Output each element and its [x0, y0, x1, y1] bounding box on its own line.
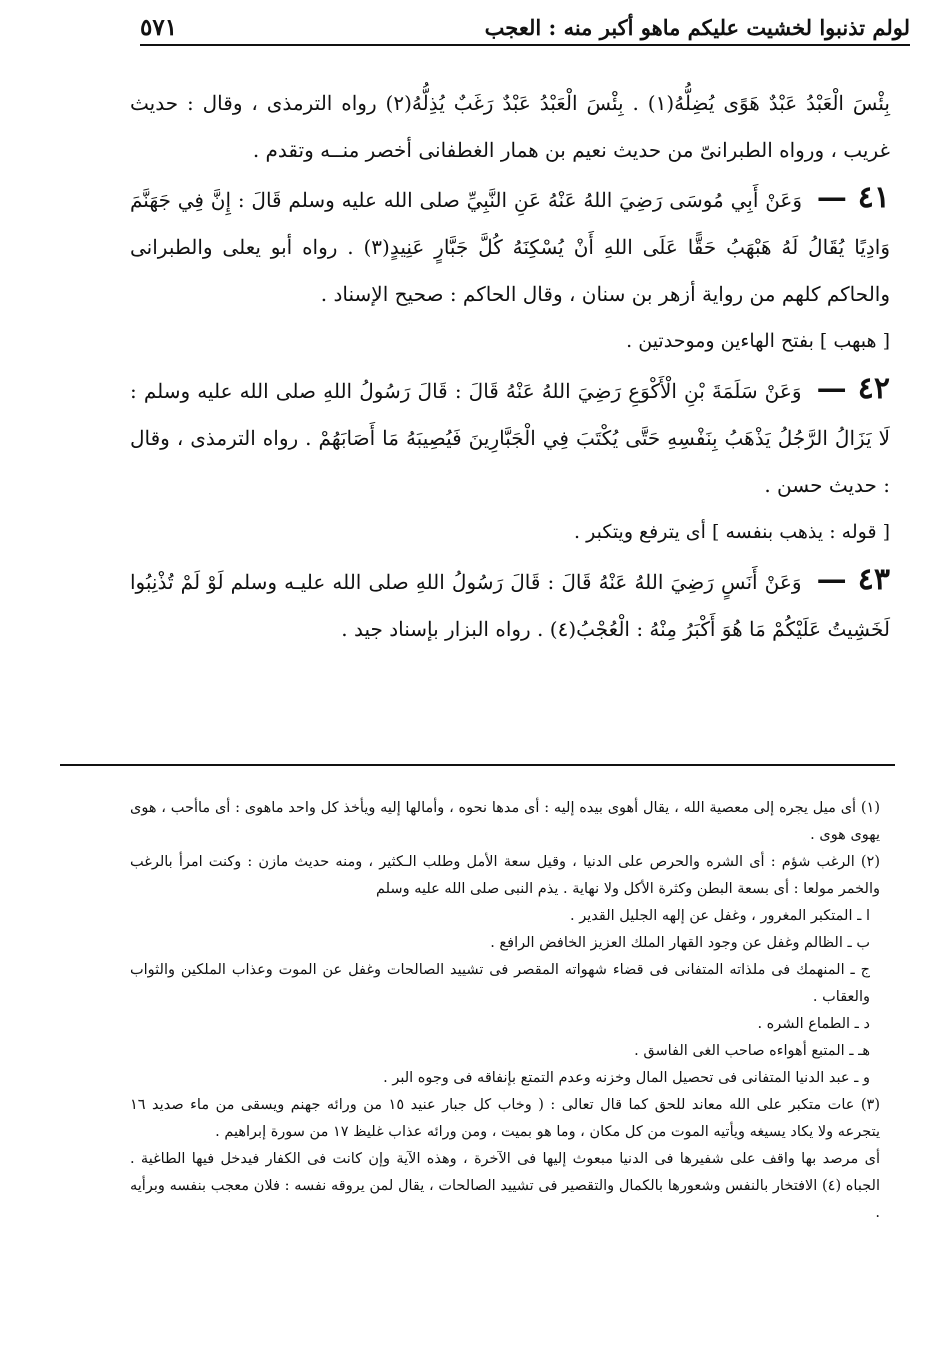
footnote-subitem: د ـ الطماع الشره .: [757, 1016, 870, 1032]
footnote-subitem: ب ـ الظالم وغفل عن وجود القهار الملك العزيز الخافض الرافع .: [490, 935, 870, 951]
footnote-subitem: ا ـ المتكبر المغرور ، وغفل عن إلهه الجليل القدير .: [570, 908, 870, 924]
main-text: [130, 80, 890, 653]
gloss-note: [130, 318, 890, 365]
footnote: (٢) الرغب شؤم : أى الشره والحرص على الدنيا ، وقيل سعة الأمل وطلب الـكثير ، ومنه حديث مازن : وكنت امرأ بالرغب والخمر مولعا : أى بسعة البطن وكثرة الأكل ولا نهاية . يذم النبى صلى الله عليه وسلم: [130, 854, 880, 897]
footnote: أى مرصد بها واقف على شفيرها فى الدنيا مبعوث إليها فى الآخرة ، وهذه الآية وإن كانت فى الكفار فيدخل فيها الطاغية . الجباه (٤) الافتخار بالنفس وشعورها بالكمال والتقصير فى تشييد الصالحات ، يقال لمن يروقه نفسه : فلان معجب بنفسه وبرأيه .: [130, 1151, 880, 1221]
hadith-41: [130, 174, 890, 318]
hadith-text: وَعَنْ أَنَسٍ رَضِيَ اللهُ عَنْهُ قَالَ : قَالَ رَسُولُ اللهِ صلى الله عليـه وسلم لَوْ لَمْ تُذْنِبُوا لَخَشِيتُ عَلَيْكُمْ مَا هُوَ أَكْبَرُ مِنْهُ : الْعُجْبُ(٤) . رواه البزار بإسناد جيد .: [130, 570, 890, 641]
hadith-text: وَعَنْ أَبِي مُوسَى رَضِيَ اللهُ عَنْهُ عَنِ النَّبِيِّ صلى الله عليه وسلم قَالَ : إِنَّ فِي جَهَنَّمَ وَادِيًا يُقَالُ لَهُ هَبْهَبُ حَقًّا عَلَى اللهِ أَنْ يُسْكِنَهُ كُلَّ جَبَّارٍ عَنِيدٍ(٣) . رواه أبو يعلى والطبرانى والحاكم كلهم من رواية أزهر بن سنان ، وقال الحاكم : صحيح الإسناد .: [130, 188, 890, 306]
paragraph-text: بِئْسَ الْعَبْدُ عَبْدٌ هَوًى يُضِلُّهُ(١) . بِئْسَ الْعَبْدُ عَبْدٌ رَغَبٌ يُذِلُّهُ(٢) رواه الترمذى ، وقال : حديث غريب ، ورواه الطبرانىّ من حديث نعيم بن همار الغطفانى أخصر منــه وتقدم .: [130, 91, 890, 162]
hadith-42: [130, 365, 890, 509]
hadith-number: ٤١ —: [816, 180, 891, 215]
footnote-subitem: و ـ عبد الدنيا المتفانى فى تحصيل المال وخزنه وعدم التمتع بإنفاقه فى وجوه البر .: [383, 1070, 870, 1086]
gloss-text: [ هبهب ] بفتح الهاءين وموحدتين .: [626, 330, 890, 352]
footnote-subitem: ج ـ المنهمك فى ملذاته المتفانى فى قضاء شهواته المقصر فى تشييد الصالحات وغفل عن الموت وعذاب الملكين والثواب والعقاب .: [130, 962, 870, 1005]
hadith-number: ٤٢ —: [816, 371, 890, 406]
footnote-subitem: هـ ـ المتبع أهواءه صاحب الغى الفاسق .: [634, 1043, 870, 1059]
page-header: [140, 10, 910, 46]
footnotes: [130, 795, 880, 1227]
footnote: (٣) عات متكبر على الله معاند للحق كما قال تعالى : ( وخاب كل جبار عنيد ١٥ من ورائه جهنم ويسقى من ماء صديد ١٦ يتجرعه ولا يكاد يسيغه ويأتيه الموت من كل مكان ، وما هو بميت ، ومن ورائه عذاب غليظ ١٧ من سورة إبراهيم .: [130, 1097, 881, 1140]
gloss-note: [130, 509, 890, 556]
footnote-divider: [60, 764, 895, 766]
gloss-text: [ قوله : يذهب بنفسه ] أى يترفع ويتكبر .: [574, 521, 890, 543]
hadith-number: ٤٣ —: [816, 562, 890, 597]
hadith-text: وَعَنْ سَلَمَةَ بْنِ الْأَكْوَعِ رَضِيَ اللهُ عَنْهُ قَالَ : قَالَ رَسُولُ اللهِ صلى الله عليه وسلم : لَا يَزَالُ الرَّجُلُ يَذْهَبُ بِنَفْسِهِ حَتَّى يُكْتَبَ فِي الْجَبَّارِينَ فَيُصِيبَهُ مَا أَصَابَهُمْ . رواه الترمذى ، وقال : حديث حسن .: [130, 379, 890, 497]
footnote: (١) أى ميل يجره إلى معصية الله ، يقال أهوى بيده إليه : أى مدها نحوه ، وأمالها إليه ويأخذ كل واحد ماهوى : أى ماأحب ، هوى يهوى هوى .: [130, 800, 880, 843]
running-title: لولم تذنبوا لخشيت عليكم ماهو أكبر منه : العجب: [484, 14, 910, 40]
page-number: ٥٧١: [140, 13, 178, 41]
paragraph: [130, 80, 890, 174]
hadith-43: [130, 556, 890, 653]
